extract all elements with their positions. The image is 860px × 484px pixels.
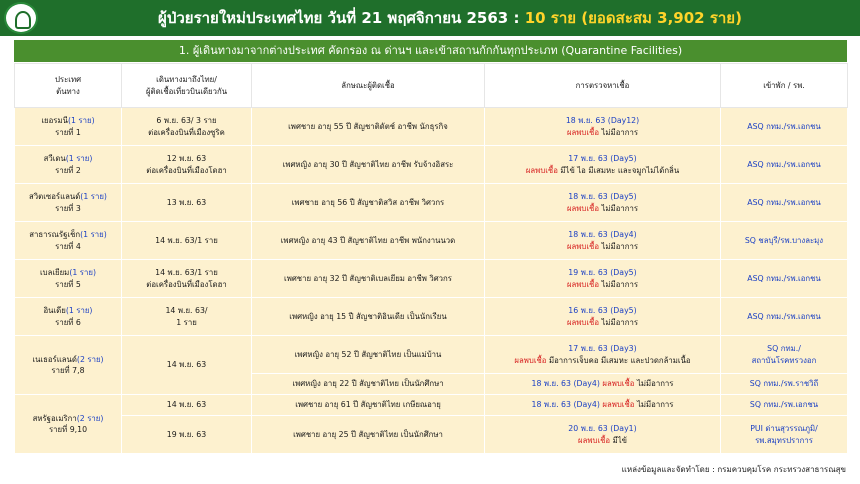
- profile-cell: เพศชาย อายุ 32 ปี สัญชาติเบลเยียม อาชีพ วิศวกร: [252, 260, 485, 298]
- country-cell: [15, 395, 122, 454]
- table-row: [15, 108, 848, 146]
- section-title: 1. ผู้เดินทางมาจากต่างประเทศ คัดกรอง ณ ด่านฯ และเข้าสถานกักกันทุกประเภท (Quarantine Facilities): [14, 40, 847, 62]
- test-date: 18 พ.ย. 63 (Day5): [568, 192, 637, 202]
- test-cell: [485, 108, 721, 146]
- test-note: ไม่มีอาการ: [601, 279, 639, 289]
- arrival-cell: [122, 260, 252, 298]
- header-profile: ลักษณะผู้ติดเชื้อ: [252, 64, 485, 108]
- profile-cell: เพศชาย อายุ 56 ปี สัญชาติสวิส อาชีพ วิศวกร: [252, 184, 485, 222]
- quarantine-cell: [721, 298, 848, 336]
- test-result-line: [487, 435, 718, 446]
- source-footer: แหล่งข้อมูลและจัดทำโดย : กรมควบคุมโรค กระทรวงสาธารณสุข: [621, 465, 846, 474]
- quarantine-cell: [721, 184, 848, 222]
- cell-line: SQ กทม./รพ.เอกชน: [749, 400, 819, 410]
- case-number: รายที่ 4: [55, 241, 81, 251]
- test-date: 18 พ.ย. 63 (Day4): [568, 230, 637, 240]
- profile-cell: เพศหญิง อายุ 15 ปี สัญชาติอินเดีย เป็นนักเรียน: [252, 298, 485, 336]
- header-bar: [0, 0, 860, 36]
- test-note: ไม่มีอาการ: [636, 400, 674, 410]
- test-cell: [485, 416, 721, 454]
- country-name: เยอรมนี: [41, 116, 68, 126]
- country-name: เนเธอร์แลนด์: [32, 354, 77, 364]
- country-name: เบลเยียม: [39, 268, 70, 278]
- country-line: [17, 267, 119, 278]
- test-result: ผลพบเชื้อ: [602, 379, 635, 389]
- cell-line: SQ ชลบุรี/รพ.บางละมุง: [744, 235, 824, 245]
- test-note: ไม่มีอาการ: [601, 127, 639, 137]
- country-cell: [15, 336, 122, 395]
- title-main: ผู้ป่วยรายใหม่ประเทศไทย วันที่ 21 พฤศจิกายน 2563 :: [158, 9, 520, 27]
- cell-line: รพ.สมุทรปราการ: [755, 435, 813, 445]
- country-line: [17, 413, 119, 424]
- country-cell: [15, 184, 122, 222]
- header-test: การตรวจหาเชื้อ: [485, 64, 721, 108]
- case-number: รายที่ 7,8: [51, 366, 85, 375]
- arrival-cell: [122, 108, 252, 146]
- arrival-cell: [122, 222, 252, 260]
- test-result: ผลพบเชื้อ: [566, 317, 600, 327]
- cell-line: 6 พ.ย. 63/ 3 ราย: [156, 116, 217, 126]
- test-cell: [485, 298, 721, 336]
- test-result-line: [487, 203, 718, 214]
- test-cell: [485, 184, 721, 222]
- cell-line: ASQ กทม./รพ.เอกชน: [747, 121, 821, 131]
- cases-table: [14, 63, 848, 454]
- quarantine-cell: [721, 222, 848, 260]
- country-line: [17, 305, 119, 316]
- table-row: [15, 146, 848, 184]
- arrival-cell: [122, 395, 252, 416]
- test-cell: [485, 374, 721, 395]
- quarantine-cell: [721, 108, 848, 146]
- test-date: 19 พ.ย. 63 (Day5): [568, 268, 637, 278]
- cell-line: PUI ด่านสุวรรณภูมิ/: [750, 424, 818, 434]
- test-result: ผลพบเชื้อ: [566, 279, 600, 289]
- quarantine-cell: [721, 416, 848, 454]
- table-row: [15, 416, 848, 454]
- test-result-line: [602, 379, 673, 388]
- cell-line: 14 พ.ย. 63: [166, 400, 207, 410]
- test-note: ไม่มีอาการ: [601, 241, 639, 251]
- table-row: [15, 298, 848, 336]
- test-date: 16 พ.ย. 63 (Day5): [568, 306, 637, 316]
- case-number: รายที่ 3: [55, 203, 81, 213]
- test-note: ไม่มีอาการ: [601, 317, 639, 327]
- case-count: (1 ราย): [65, 154, 93, 164]
- test-result-line: [602, 400, 673, 409]
- cell-line: ต่อเครื่องบินที่เมืองซูริค: [148, 127, 225, 137]
- case-number: รายที่ 1: [55, 127, 81, 137]
- header-country: ประเทศ ต้นทาง: [15, 64, 122, 108]
- quarantine-cell: [721, 336, 848, 374]
- quarantine-cell: [721, 374, 848, 395]
- country-name: สาธารณรัฐเช็ก: [29, 230, 81, 240]
- profile-cell: เพศหญิง อายุ 30 ปี สัญชาติไทย อาชีพ รับจ้างอิสระ: [252, 146, 485, 184]
- test-result-line: [487, 355, 718, 366]
- test-result: ผลพบเชื้อ: [566, 241, 600, 251]
- table-row: [15, 222, 848, 260]
- case-count: (1 ราย): [65, 306, 93, 316]
- country-name: อินเดีย: [43, 306, 66, 316]
- case-count: (1 ราย): [67, 116, 95, 126]
- country-name: สวิตเซอร์แลนด์: [29, 192, 81, 202]
- table-row: [15, 336, 848, 374]
- profile-cell: เพศหญิง อายุ 43 ปี สัญชาติไทย อาชีพ พนักงานนวด: [252, 222, 485, 260]
- profile-cell: เพศชาย อายุ 25 ปี สัญชาติไทย เป็นนักศึกษา: [252, 416, 485, 454]
- profile-cell: เพศชาย อายุ 55 ปี สัญชาติดัตช์ อาชีพ นักธุรกิจ: [252, 108, 485, 146]
- case-count: (2 ราย): [76, 354, 104, 364]
- case-count: (1 ราย): [80, 192, 107, 202]
- header-quarantine: เข้าพัก / รพ.: [721, 64, 848, 108]
- cell-line: 14 พ.ย. 63/1 ราย: [155, 268, 218, 278]
- test-date: 18 พ.ย. 63 (Day4): [531, 379, 600, 389]
- cell-line: ต่อเครื่องบินที่เมืองโดฮา: [146, 165, 227, 175]
- quarantine-cell: [721, 260, 848, 298]
- table-row: [15, 184, 848, 222]
- test-result: ผลพบเชื้อ: [602, 400, 635, 410]
- ministry-logo-icon: [4, 2, 38, 34]
- quarantine-cell: [721, 146, 848, 184]
- arrival-cell: [122, 146, 252, 184]
- country-cell: [15, 146, 122, 184]
- test-note: มีอาการเจ็บคอ มีเสมหะ และปวดกล้ามเนื้อ: [548, 355, 691, 365]
- cell-line: 12 พ.ย. 63: [166, 154, 207, 164]
- test-result: ผลพบเชื้อ: [578, 435, 611, 445]
- test-result-line: [487, 317, 718, 328]
- table-header-row: [15, 64, 848, 108]
- test-cell: [485, 336, 721, 374]
- header-arrival: เดินทางมาถึงไทย/ ผู้ติดเชื้อเที่ยวบินเดียวกัน: [122, 64, 252, 108]
- cell-line: 14 พ.ย. 63/: [165, 306, 208, 316]
- cell-line: 14 พ.ย. 63/1 ราย: [155, 235, 218, 245]
- cell-line: SQ กทม./: [767, 344, 801, 354]
- test-result: ผลพบเชื้อ: [566, 203, 600, 213]
- country-line: [17, 191, 119, 202]
- country-name: สวีเดน: [43, 154, 66, 164]
- test-date: 18 พ.ย. 63 (Day4): [531, 400, 600, 410]
- profile-cell: เพศหญิง อายุ 52 ปี สัญชาติไทย เป็นแม่บ้าน: [252, 336, 485, 374]
- test-cell: [485, 260, 721, 298]
- cell-line: SQ กทม./รพ.ราชวิถี: [749, 379, 819, 389]
- test-cell: [485, 222, 721, 260]
- country-line: [17, 354, 119, 365]
- test-result: ผลพบเชื้อ: [566, 127, 600, 137]
- test-date: 17 พ.ย. 63 (Day5): [568, 154, 637, 164]
- title-highlight: 10 ราย (ยอดสะสม 3,902 ราย): [524, 9, 742, 27]
- test-note: ไม่มีอาการ: [601, 203, 639, 213]
- table-row: [15, 395, 848, 416]
- test-cell: [485, 395, 721, 416]
- arrival-cell: [122, 416, 252, 454]
- arrival-cell: [122, 184, 252, 222]
- test-date: 20 พ.ย. 63 (Day1): [568, 424, 637, 434]
- cell-line: ASQ กทม./รพ.เอกชน: [747, 159, 821, 169]
- arrival-cell: [122, 298, 252, 336]
- profile-cell: เพศชาย อายุ 61 ปี สัญชาติไทย เกษียณอายุ: [252, 395, 485, 416]
- test-result-line: [487, 279, 718, 290]
- test-cell: [485, 146, 721, 184]
- country-cell: [15, 222, 122, 260]
- country-line: [17, 153, 119, 164]
- cell-line: 14 พ.ย. 63: [166, 360, 207, 370]
- cell-line: 1 ราย: [176, 317, 197, 327]
- cell-line: ASQ กทม./รพ.เอกชน: [747, 273, 821, 283]
- case-number: รายที่ 9,10: [48, 425, 88, 434]
- country-line: [17, 115, 119, 126]
- cell-line: 19 พ.ย. 63: [166, 429, 207, 439]
- case-count: (1 ราย): [69, 268, 96, 278]
- country-line: [17, 229, 119, 240]
- cell-line: ASQ กทม./รพ.เอกชน: [747, 197, 821, 207]
- country-name: สหรัฐอเมริกา: [32, 413, 77, 423]
- cell-line: 13 พ.ย. 63: [166, 197, 207, 207]
- test-result-line: [487, 127, 718, 138]
- case-number: รายที่ 5: [55, 279, 81, 289]
- table-body: [15, 108, 848, 454]
- cell-line: ASQ กทม./รพ.เอกชน: [747, 311, 821, 321]
- case-number: รายที่ 6: [55, 317, 81, 327]
- case-number: รายที่ 2: [55, 165, 81, 175]
- arrival-cell: [122, 336, 252, 395]
- case-count: (2 ราย): [76, 413, 104, 423]
- test-date: 18 พ.ย. 63 (Day12): [565, 116, 640, 126]
- quarantine-cell: [721, 395, 848, 416]
- country-cell: [15, 298, 122, 336]
- page-title: [40, 0, 860, 36]
- country-cell: [15, 108, 122, 146]
- test-result-line: [487, 241, 718, 252]
- test-note: มีไข้: [612, 435, 627, 445]
- test-date: 17 พ.ย. 63 (Day3): [568, 344, 637, 354]
- test-result-line: [487, 165, 718, 176]
- test-result: ผลพบเชื้อ: [514, 355, 547, 365]
- test-note: มีไข้ ไอ มีเสมหะ และจมูกไม่ได้กลิ่น: [560, 165, 680, 175]
- test-note: ไม่มีอาการ: [636, 379, 674, 389]
- table-row: [15, 260, 848, 298]
- country-cell: [15, 260, 122, 298]
- cell-line: สถาบันโรคทรวงอก: [751, 355, 817, 365]
- cell-line: ต่อเครื่องบินที่เมืองโดฮา: [146, 279, 227, 289]
- case-count: (1 ราย): [80, 230, 107, 240]
- test-result: ผลพบเชื้อ: [525, 165, 558, 175]
- profile-cell: เพศหญิง อายุ 22 ปี สัญชาติไทย เป็นนักศึกษา: [252, 374, 485, 395]
